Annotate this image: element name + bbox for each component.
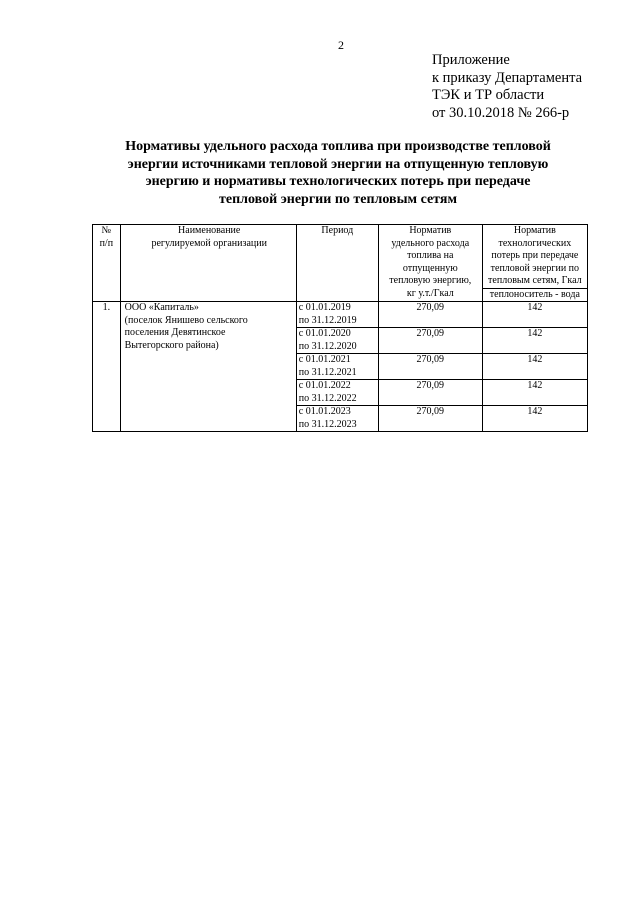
loss-norm-cell: 142 bbox=[482, 328, 587, 354]
norms-table bbox=[92, 224, 588, 432]
header-fuel-norm: Норматив удельного расхода топлива на отпущенную тепловую энергию, кг у.т./Гкал bbox=[378, 225, 482, 302]
header-period: Период bbox=[296, 225, 378, 302]
table-header-row bbox=[93, 225, 588, 289]
entry-organization: ООО «Капиталь» (поселок Янишево сельского поселения Девятинское Вытегорского района) bbox=[120, 302, 296, 432]
title-line: Нормативы удельного расхода топлива при производстве тепловой bbox=[125, 139, 551, 154]
period-cell: с 01.01.2022 по 31.12.2022 bbox=[296, 380, 378, 406]
fuel-norm-cell: 270,09 bbox=[378, 354, 482, 380]
table-row bbox=[93, 302, 588, 328]
header-number: № п/п bbox=[93, 225, 121, 302]
fuel-norm-cell: 270,09 bbox=[378, 328, 482, 354]
document-title bbox=[100, 138, 576, 208]
loss-norm-cell: 142 bbox=[482, 302, 587, 328]
fuel-norm-cell: 270,09 bbox=[378, 302, 482, 328]
appendix-line: от 30.10.2018 № 266-р bbox=[432, 104, 570, 121]
appendix-line: ТЭК и ТР области bbox=[432, 87, 545, 103]
period-cell: с 01.01.2021 по 31.12.2021 bbox=[296, 354, 378, 380]
header-loss-norm: Норматив технологических потерь при передаче тепловой энергии по тепловым сетям, Гкал bbox=[482, 225, 587, 289]
loss-norm-cell: 142 bbox=[482, 380, 587, 406]
period-cell: с 01.01.2019 по 31.12.2019 bbox=[296, 302, 378, 328]
header-organization: Наименование регулируемой организации bbox=[120, 225, 296, 302]
period-cell: с 01.01.2023 по 31.12.2023 bbox=[296, 406, 378, 432]
fuel-norm-cell: 270,09 bbox=[378, 406, 482, 432]
header-loss-medium: теплоноситель - вода bbox=[482, 288, 587, 302]
title-line: энергии источниками тепловой энергии на отпущенную тепловую bbox=[127, 156, 549, 172]
loss-norm-cell: 142 bbox=[482, 406, 587, 432]
title-line: тепловой энергии по тепловым сетям bbox=[219, 191, 457, 207]
loss-norm-cell: 142 bbox=[482, 354, 587, 380]
period-cell: с 01.01.2020 по 31.12.2020 bbox=[296, 328, 378, 354]
appendix-line: к приказу Департамента bbox=[432, 69, 583, 86]
appendix-line: Приложение bbox=[432, 52, 510, 68]
page-number: 2 bbox=[338, 38, 344, 52]
entry-number: 1. bbox=[93, 302, 121, 432]
appendix-block bbox=[432, 52, 582, 122]
fuel-norm-cell: 270,09 bbox=[378, 380, 482, 406]
title-line: энергию и нормативы технологических потерь при передаче bbox=[145, 174, 531, 189]
